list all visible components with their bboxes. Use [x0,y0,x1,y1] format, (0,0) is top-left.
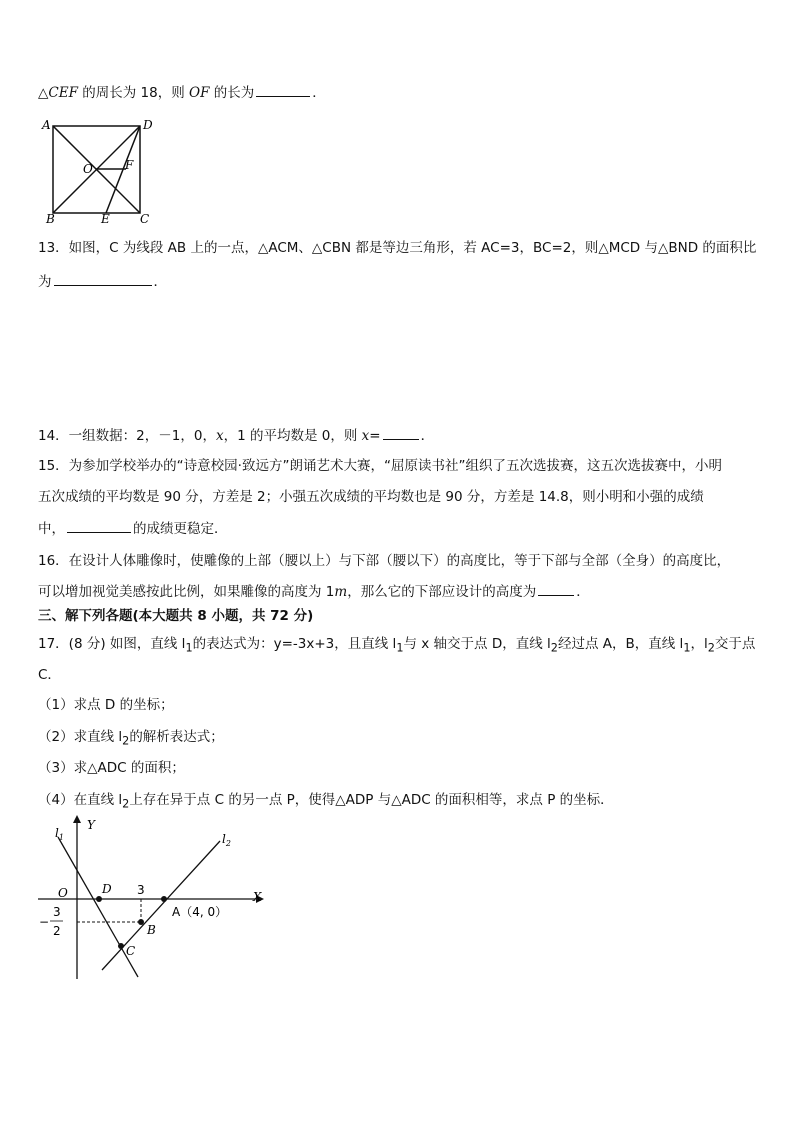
label-l2 [222,832,231,848]
q16-line2-post: ，那么它的下部应设计的高度为 [347,584,537,600]
q17-p2-sub: 2 [122,734,130,748]
q17-part3: （3）求△ADC 的面积； [38,760,185,776]
q17-line1-c: 与 x 轴交于点 D，直线 l [403,636,551,652]
q15-answer-blank[interactable] [67,518,131,533]
label-frac-den: 2 [53,924,61,938]
q17-p2-b: 的解析表达式； [129,729,224,745]
q17-sub5: 2 [707,641,715,655]
label-d: D [143,118,153,132]
label-e: E [101,212,110,225]
q17-line1-f: 交于点 [714,636,756,652]
q14-text [38,425,434,446]
q17-part4 [38,790,614,815]
q17-part1: （1）求点 D 的坐标； [38,697,174,713]
label-origin: O [58,886,68,900]
q15-line3-post: 的成绩更稳定． [133,521,228,537]
q14-mid: ，1 的平均数是 0，则 [223,428,362,444]
q17-part2 [38,727,224,752]
point-b [138,919,144,925]
q17-sub3: 2 [550,641,558,655]
q16-line2-pre: 可以增加视觉美感按此比例，如果雕像的高度为 1 [38,584,335,600]
q13-line2 [38,271,167,292]
q12-text [38,82,326,103]
q16-m: m [334,584,348,600]
q17-p2-a: （2）求直线 l [38,729,123,745]
q12-text2: 的长为 [209,85,255,101]
point-a [161,896,167,902]
label-l1 [55,826,64,842]
label-l1-sub: 1 [58,833,64,842]
q17-p4-b: 上存在异于点 C 的另一点 P，使得△ADP 与△ADC 的面积相等，求点 P 的坐标． [129,792,614,808]
point-d [96,896,102,902]
q13-end: ． [153,274,167,290]
q17-p4-sub: 2 [122,797,130,811]
q15-line3-pre: 中， [38,521,65,537]
q16-end: ． [576,584,590,600]
label-minus: − [39,915,50,929]
q14-pre: 14．一组数据：2，－1，0， [38,428,216,444]
label-c: C [140,212,150,225]
q12-cef: CEF [48,85,78,101]
label-point-a: A（4, 0） [172,905,228,919]
q14-end: ． [420,428,435,444]
label-point-c: C [126,944,136,958]
q13-answer-blank[interactable] [54,271,152,286]
q17-sub1: 1 [185,641,193,655]
triangle-symbol: △ [38,85,49,101]
q17-line1-e: ，l [690,636,708,652]
label-point-b: B [147,923,156,937]
point-c [118,943,124,949]
q15-line1: 15．为参加学校举办的“诗意校园·致远方”朗诵艺术大赛，“屈原读书社”组织了五次选拔赛，这五次选拔赛中，小明 [38,458,722,474]
label-l1-main: l [55,826,59,840]
q12-end: ． [312,85,326,101]
q17-line2: C． [38,667,61,683]
q15-line3 [38,518,228,539]
label-a: A [42,118,51,132]
label-b: B [46,212,55,225]
q17-p4-a: （4）在直线 l [38,792,123,808]
q17-line1-d: 经过点 A，B，直线 l [557,636,684,652]
label-l2-main: l [222,832,226,846]
q17-line1-b: 的表达式为：y=-3x+3，且直线 l [192,636,397,652]
q16-line1: 16．在设计人体雕像时，使雕像的上部（腰以上）与下部（腰以下）的高度比，等于下部与全部（全身）的高度比， [38,553,731,569]
q14-eq: = [369,428,381,444]
y-axis-arrow [73,815,81,823]
q12-answer-blank[interactable] [256,82,310,97]
label-o: O [83,162,93,176]
q12-text1: 的周长为 18，则 [77,85,190,101]
label-frac-num: 3 [53,905,61,919]
q17-sub4: 1 [683,641,691,655]
label-x-axis: X [253,890,262,904]
q16-line2 [38,581,590,602]
q17-line1-a: 17．(8 分) 如图，直线 l [38,636,186,652]
q15-line2: 五次成绩的平均数是 90 分，方差是 2；小强五次成绩的平均数也是 90 分，方差是 14.8，则小明和小强的成绩 [38,489,704,505]
square-figure [40,115,160,225]
q17-line1 [38,634,755,659]
q17-sub2: 1 [396,641,404,655]
q14-x2: x [361,428,370,444]
q13-line1: 13．如图，C 为线段 AB 上的一点，△ACM、△CBN 都是等边三角形，若 AC=3，BC=2，则△MCD 与△BND 的面积比 [38,240,757,256]
coordinate-graph [30,815,280,985]
label-l2-sub: 2 [225,839,231,848]
q12-of: OF [189,85,210,101]
q13-line2-pre: 为 [38,274,52,290]
label-point-d: D [102,882,112,896]
q14-x: x [215,428,224,444]
label-y-axis: Y [87,818,95,832]
q14-answer-blank[interactable] [383,425,419,440]
section-heading: 三、解下列各题(本大题共 8 小题，共 72 分) [38,608,314,624]
label-tick-3: 3 [137,883,145,897]
label-f: F [125,158,134,172]
q16-answer-blank[interactable] [538,581,574,596]
